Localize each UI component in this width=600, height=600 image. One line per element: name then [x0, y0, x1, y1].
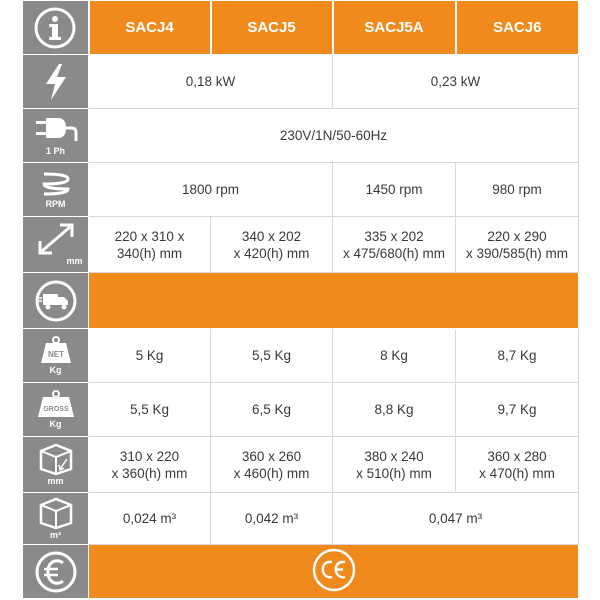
dimensions-icon-cell — [23, 217, 89, 273]
spec-table — [22, 0, 579, 599]
shipping-icon-cell — [23, 273, 89, 329]
package-dimensions-value-4-line-2: x 470(h) mm — [479, 465, 555, 481]
net-weight-icon — [39, 336, 73, 364]
package-dimensions-value-3 — [333, 437, 456, 493]
model-header-3: SACJ5A — [333, 1, 456, 55]
ce-mark-icon — [311, 547, 357, 593]
speed-icon-cell — [23, 163, 89, 217]
volume-value-1: 0,024 m³ — [89, 493, 211, 545]
package-dimensions-value-4 — [456, 437, 579, 493]
volume-value-3: 0,047 m³ — [333, 493, 579, 545]
voltage-value: 230V/1N/50-60Hz — [89, 109, 579, 163]
plug-icon — [34, 115, 78, 145]
volume-label: m³ — [50, 530, 61, 540]
package-dimensions-icon-cell — [23, 437, 89, 493]
info-icon-cell — [23, 1, 89, 55]
dimensions-value-2-line-1: 340 x 202 — [241, 228, 302, 244]
delivery-truck-icon — [34, 279, 78, 323]
speed-value-2: 1450 rpm — [333, 163, 456, 217]
gross-weight-icon — [36, 390, 76, 418]
net-weight-value-2: 5,5 Kg — [211, 329, 333, 383]
volume-icon-cell — [23, 493, 89, 545]
dimensions-value-2 — [211, 217, 333, 273]
shipping-section-bar — [89, 273, 579, 329]
package-dimensions-value-2-line-1: 360 x 260 — [241, 448, 302, 464]
dimensions-value-3-line-1: 335 x 202 — [364, 228, 424, 244]
certification-bar — [89, 545, 579, 599]
price-icon-cell — [23, 545, 89, 599]
voltage-row — [23, 109, 579, 163]
package-dimensions-value-1 — [89, 437, 211, 493]
package-dimensions-label: mm — [47, 476, 64, 486]
box-volume-icon — [35, 497, 77, 529]
package-dimensions-value-3-line-2: x 510(h) mm — [356, 465, 432, 481]
speed-value-3: 980 rpm — [456, 163, 579, 217]
footer-row — [23, 545, 579, 599]
gross-weight-value-3: 8,8 Kg — [333, 383, 456, 437]
volume-row — [23, 493, 579, 545]
dimensions-value-2-line-2: x 420(h) mm — [233, 245, 310, 261]
gross-weight-value-2: 6,5 Kg — [211, 383, 333, 437]
net-weight-icon-cell — [23, 329, 89, 383]
package-dimensions-value-3-line-1: 380 x 240 — [364, 448, 424, 464]
dimensions-value-4-line-1: 220 x 290 — [487, 228, 547, 244]
net-weight-value-4: 8,7 Kg — [456, 329, 579, 383]
dimensions-label: mm — [66, 256, 83, 266]
speed-value-1: 1800 rpm — [89, 163, 333, 217]
gross-weight-row — [23, 383, 579, 437]
gross-weight-value-4: 9,7 Kg — [456, 383, 579, 437]
dimensions-value-4 — [456, 217, 579, 273]
dimensions-value-4-line-2: x 390/585(h) mm — [465, 245, 569, 261]
spec-table-wrapper — [22, 0, 578, 600]
power-value-2: 0,23 kW — [333, 55, 579, 109]
dimensions-value-1-line-2: 340(h) mm — [116, 245, 183, 261]
net-weight-badge: NET — [47, 350, 64, 359]
package-dimensions-row — [23, 437, 579, 493]
package-dimensions-value-1-line-1: 310 x 220 — [119, 448, 180, 464]
dimensions-value-1 — [89, 217, 211, 273]
model-header-4: SACJ6 — [456, 1, 579, 55]
net-weight-row — [23, 329, 579, 383]
shipping-row — [23, 273, 579, 329]
spring-icon — [36, 170, 76, 198]
power-value-1: 0,18 kW — [89, 55, 333, 109]
model-header-1: SACJ4 — [89, 1, 211, 55]
power-row — [23, 55, 579, 109]
package-dimensions-value-2 — [211, 437, 333, 493]
package-dimensions-value-2-line-2: x 460(h) mm — [233, 465, 310, 481]
model-header-2: SACJ5 — [211, 1, 333, 55]
lightning-icon — [41, 62, 71, 102]
header-row — [23, 1, 579, 55]
net-weight-label: Kg — [49, 365, 62, 375]
dimensions-value-3 — [333, 217, 456, 273]
dimensions-value-1-line-1: 220 x 310 x — [114, 228, 185, 244]
dimensions-row — [23, 217, 579, 273]
voltage-icon-cell — [23, 109, 89, 163]
info-icon — [33, 6, 77, 50]
gross-weight-badge: GROSS — [42, 406, 69, 413]
gross-weight-label: Kg — [49, 419, 62, 429]
speed-row — [23, 163, 579, 217]
gross-weight-icon-cell — [23, 383, 89, 437]
voltage-label: 1 Ph — [45, 146, 65, 156]
speed-label: RPM — [45, 199, 66, 209]
package-dimensions-value-4-line-1: 360 x 280 — [487, 448, 547, 464]
dimensions-value-3-line-2: x 475/680(h) mm — [342, 245, 446, 261]
euro-icon — [34, 550, 78, 594]
net-weight-value-3: 8 Kg — [333, 329, 456, 383]
package-dimensions-value-1-line-2: x 360(h) mm — [111, 465, 188, 481]
net-weight-value-1: 5 Kg — [89, 329, 211, 383]
dimension-arrow-icon — [34, 223, 78, 255]
volume-value-2: 0,042 m³ — [211, 493, 333, 545]
power-icon-cell — [23, 55, 89, 109]
box-dimension-icon — [35, 443, 77, 475]
gross-weight-value-1: 5,5 Kg — [89, 383, 211, 437]
